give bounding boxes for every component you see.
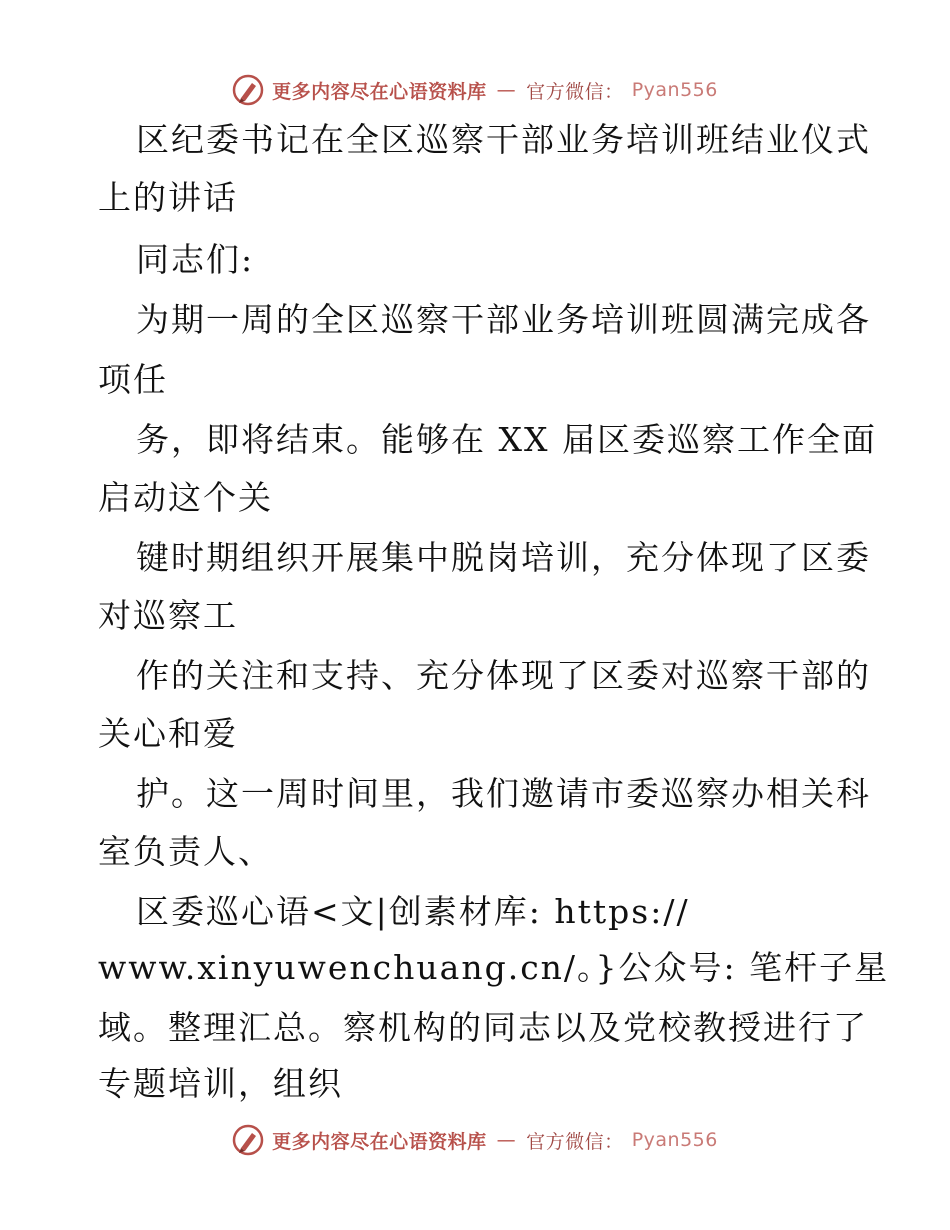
footer-watermark-banner [0,1120,950,1160]
banner-title: 更多内容尽在心语资料库 [272,80,487,103]
banner-wechat-id: Pyan556 [631,1129,718,1151]
doc-line: 室负责人、 [98,832,273,871]
doc-line: 作的关注和支持、充分体现了区委对巡察干部的 [136,656,871,695]
pen-logo-icon [232,74,264,106]
doc-line: 区委巡心语<文|创素材库: https:// [136,892,690,931]
doc-line: 项任 [98,360,168,399]
banner-dash: — [496,79,517,101]
pen-logo-icon [232,1124,264,1156]
doc-line: 启动这个关 [98,478,273,517]
banner-wechat-id: Pyan556 [631,79,718,101]
doc-line: 对巡察工 [98,596,238,635]
doc-line: 域。整理汇总。察机构的同志以及党校教授进行了 [98,1008,868,1047]
doc-line: 护。这一周时间里，我们邀请市委巡察办相关科 [136,774,871,813]
banner-official-label: 官方微信： [526,80,624,103]
banner-official-label: 官方微信： [526,1130,624,1153]
doc-line: www.xinyuwenchuang.cn/。}公众号: 笔杆子星 [98,948,890,987]
doc-line: 为期一周的全区巡察干部业务培训班圆满完成各 [136,300,871,339]
doc-line: 同志们: [136,240,255,279]
banner-title: 更多内容尽在心语资料库 [272,1130,487,1153]
doc-line: 键时期组织开展集中脱岗培训，充分体现了区委 [136,538,871,577]
doc-line: 务，即将结束。能够在 XX 届区委巡察工作全面 [136,420,877,459]
doc-line: 区纪委书记在全区巡察干部业务培训班结业仪式 [136,120,871,159]
doc-line: 关心和爱 [98,714,238,753]
banner-dash: — [496,1129,517,1151]
header-watermark-banner [0,70,950,110]
doc-line: 专题培训，组织 [98,1064,343,1103]
doc-line: 上的讲话 [98,178,238,217]
